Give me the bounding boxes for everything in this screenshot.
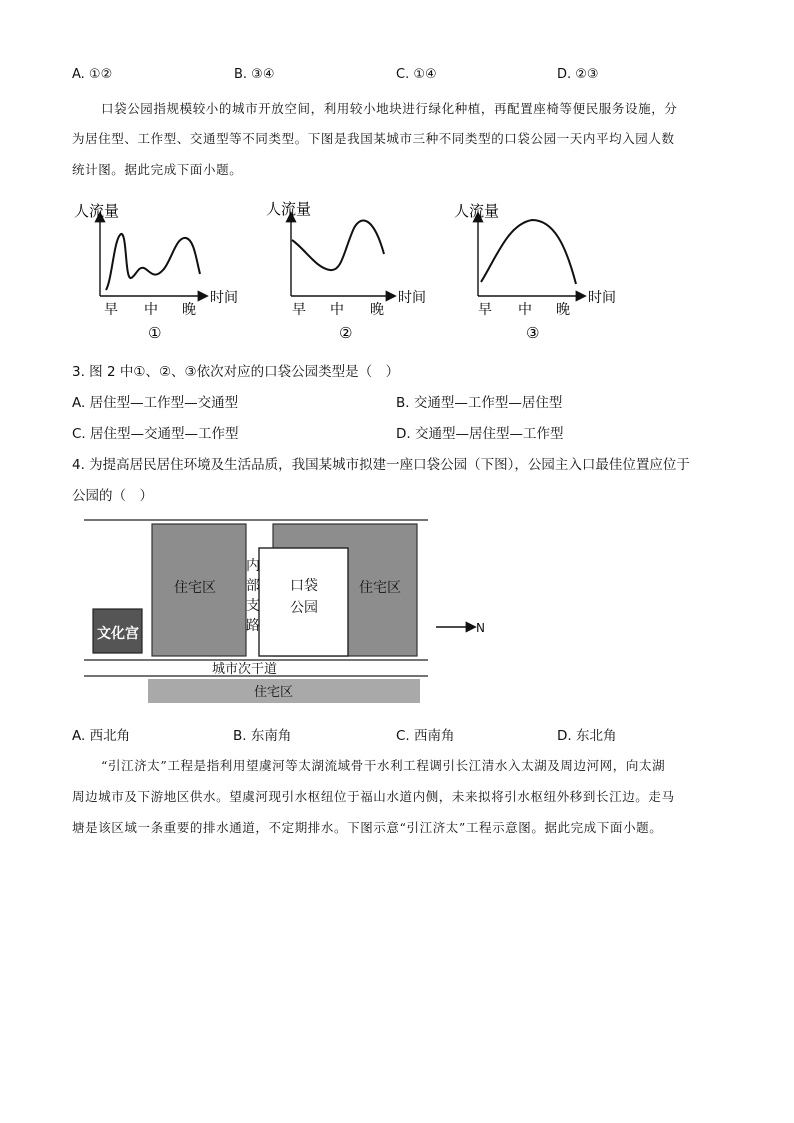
- chart-1-caption: ①: [148, 324, 162, 342]
- chart-3-tick-night: 晚: [556, 302, 570, 318]
- q4-option-a[interactable]: A. 西北角: [72, 728, 131, 744]
- chart-2-xlabel: 时间: [398, 290, 426, 306]
- main-road-label: 城市次干道: [212, 662, 278, 677]
- chart-3-ylabel: 人流量: [454, 202, 500, 220]
- chart-1: [74, 202, 238, 342]
- park-label-line-1: 口袋: [290, 578, 318, 594]
- branch-road-char-1: 内: [246, 558, 260, 574]
- north-label: N: [476, 621, 485, 635]
- q3-option-a[interactable]: A. 居住型—工作型—交通型: [72, 395, 239, 411]
- q4-option-b[interactable]: B. 东南角: [233, 728, 292, 744]
- chart-1-xlabel: 时间: [210, 290, 238, 306]
- q4-stem-line-2: 公园的（ ）: [72, 488, 153, 504]
- residential-left-label: 住宅区: [174, 580, 216, 596]
- chart-2-caption: ②: [339, 324, 353, 342]
- q4-option-d[interactable]: D. 东北角: [557, 728, 617, 744]
- chart-2-tick-early: 早: [292, 302, 306, 318]
- material-line-1: “引江济太”工程是指利用望虞河等太湖流域骨干水利工程调引长江清水入太湖及周边河网，向太湖: [101, 758, 666, 773]
- chart-3-tick-early: 早: [478, 302, 492, 318]
- q3-option-c[interactable]: C. 居住型—交通型—工作型: [72, 426, 239, 442]
- residential-right-label: 住宅区: [359, 580, 401, 596]
- chart-1-ylabel: 人流量: [74, 202, 120, 220]
- intro-line-2: 为居住型、工作型、交通型等不同类型。下图是我国某城市三种不同类型的口袋公园一天内平均入园人数: [72, 131, 675, 146]
- culture-palace-label: 文化宫: [97, 626, 139, 642]
- residential-bottom-label: 住宅区: [254, 685, 294, 700]
- q4-option-c[interactable]: C. 西南角: [396, 728, 455, 744]
- chart-1-tick-early: 早: [104, 302, 118, 318]
- intro-line-3: 统计图。据此完成下面小题。: [72, 162, 243, 177]
- q4-stem-line-1: 4. 为提高居民居住环境及生活品质，我国某城市拟建一座口袋公园（下图），公园主入口最佳位置应位于: [72, 457, 690, 473]
- chart-3-caption: ③: [526, 324, 540, 342]
- prev-option-a: A. ①②: [72, 67, 113, 82]
- prev-option-d: D. ②③: [557, 67, 599, 82]
- chart-2-curve: [292, 221, 384, 271]
- q3-stem: 3. 图 2 中①、②、③依次对应的口袋公园类型是（ ）: [72, 364, 400, 380]
- branch-road-char-4: 路: [246, 618, 260, 634]
- q3-option-d[interactable]: D. 交通型—居住型—工作型: [396, 426, 564, 442]
- chart-2-tick-night: 晚: [370, 302, 384, 318]
- park-label-line-2: 公园: [290, 600, 318, 616]
- chart-1-tick-noon: 中: [144, 302, 158, 318]
- chart-3-xlabel: 时间: [588, 290, 616, 306]
- chart-2: [266, 200, 426, 342]
- chart-3: [454, 202, 616, 342]
- material-line-2: 周边城市及下游地区供水。望虞河现引水枢纽位于福山水道内侧，未来拟将引水枢纽外移到长江边。走马: [72, 789, 675, 804]
- chart-1-curve: [106, 234, 200, 290]
- visitor-flow-charts: [60, 192, 740, 352]
- q3-option-b[interactable]: B. 交通型—工作型—居住型: [396, 395, 563, 411]
- chart-3-tick-noon: 中: [518, 302, 532, 318]
- prev-option-b: B. ③④: [234, 67, 275, 82]
- chart-3-curve: [481, 220, 576, 284]
- intro-line-1: 口袋公园指规模较小的城市开放空间，利用较小地块进行绿化种植，再配置座椅等便民服务设施，分: [101, 101, 678, 116]
- branch-road-char-2: 部: [246, 578, 260, 594]
- material-line-3: 塘是该区域一条重要的排水通道，不定期排水。下图示意“引江济太”工程示意图。据此完成下面小题。: [72, 820, 663, 835]
- branch-road-char-3: 支: [246, 598, 260, 614]
- chart-2-ylabel: 人流量: [266, 200, 312, 218]
- park-site-map: [80, 514, 520, 706]
- chart-1-tick-night: 晚: [182, 302, 196, 318]
- prev-option-c: C. ①④: [396, 67, 437, 82]
- chart-2-tick-noon: 中: [330, 302, 344, 318]
